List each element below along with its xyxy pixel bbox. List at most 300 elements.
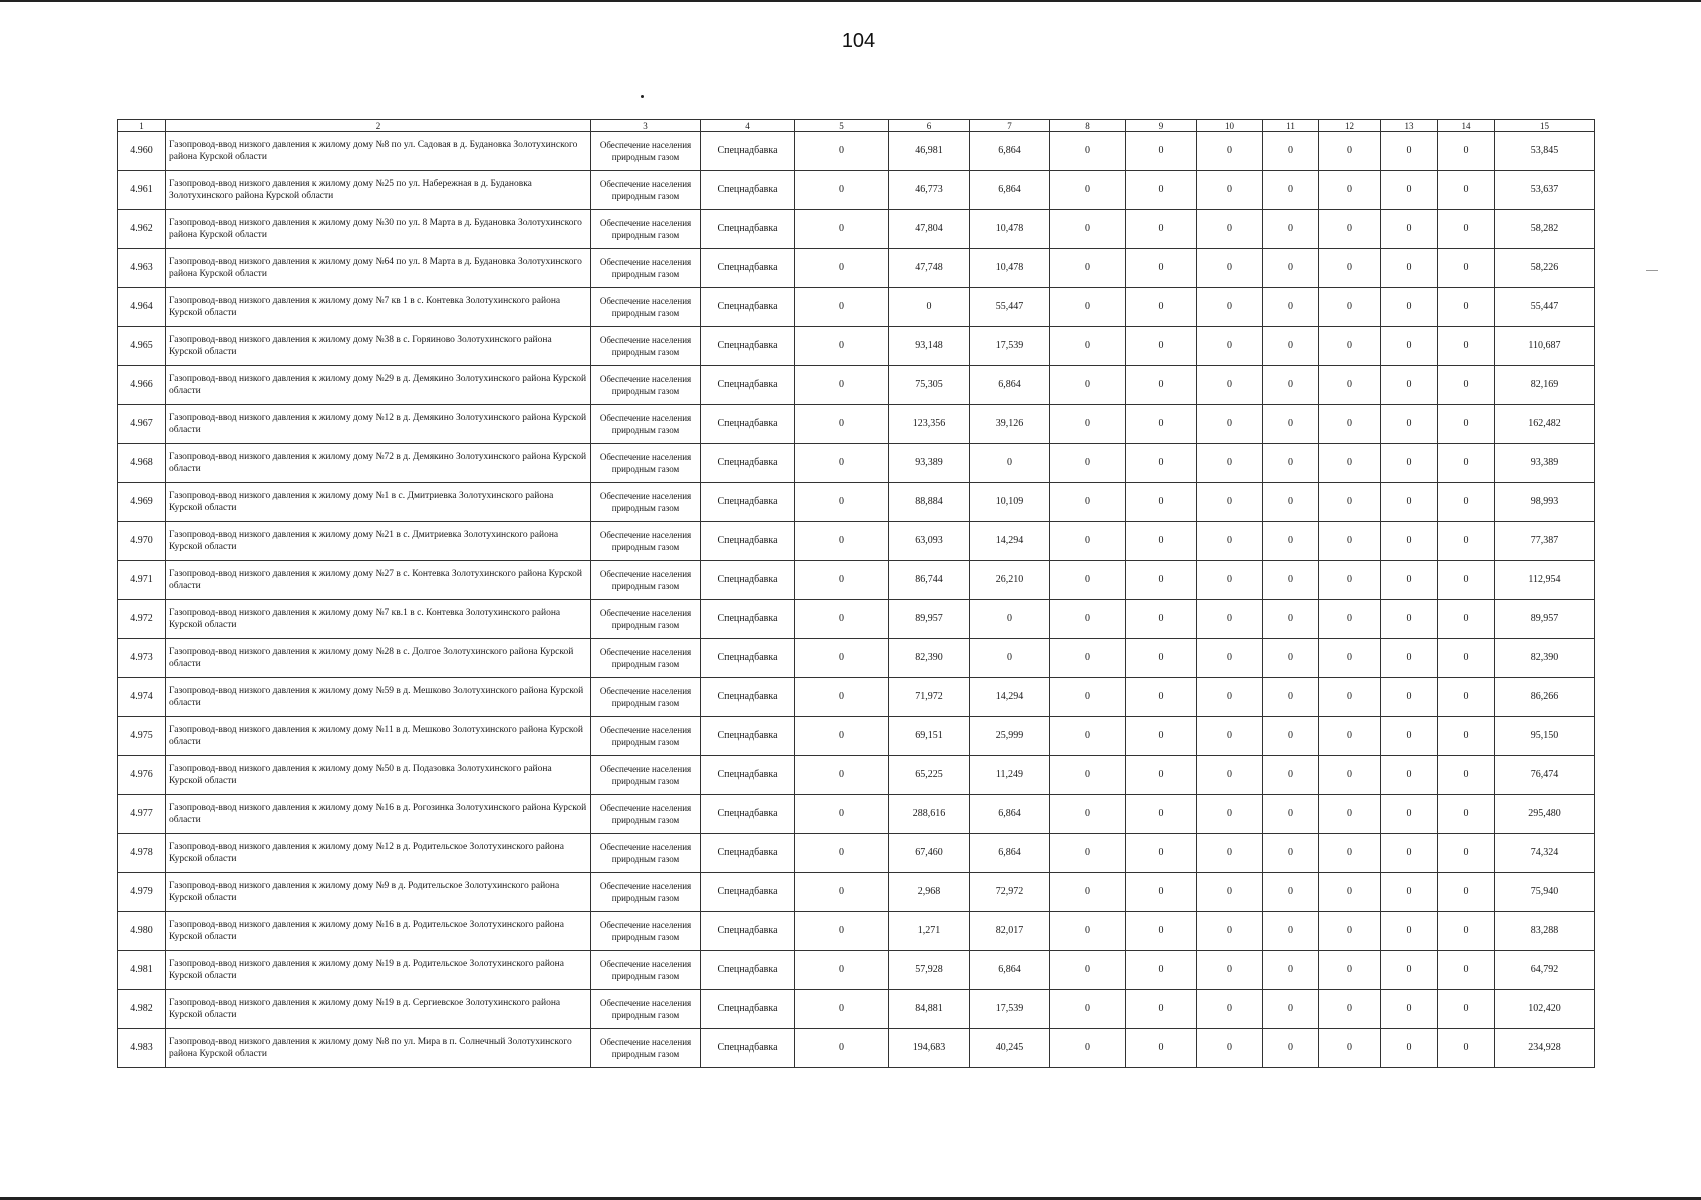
funding-source-cell: Спецнадбавка (701, 561, 795, 600)
col-8-cell: 0 (1050, 210, 1126, 249)
col-7-cell: 14,294 (970, 522, 1050, 561)
col-6-cell: 63,093 (889, 522, 970, 561)
col-6-cell: 46,981 (889, 132, 970, 171)
object-name-cell: Газопровод-ввод низкого давления к жилому дому №30 по ул. 8 Марта в д. Будановка Золотухинского района Курской области (166, 210, 591, 249)
col-9-cell: 0 (1126, 132, 1197, 171)
funding-source-cell: Спецнадбавка (701, 951, 795, 990)
col-5-cell: 0 (795, 951, 889, 990)
col-12-cell: 0 (1319, 171, 1381, 210)
col-14-cell: 0 (1438, 834, 1495, 873)
purpose-cell: Обеспечение населения природным газом (591, 795, 701, 834)
row-number-cell: 4.981 (118, 951, 166, 990)
col-5-cell: 0 (795, 678, 889, 717)
col-12-cell: 0 (1319, 873, 1381, 912)
col-7-cell: 72,972 (970, 873, 1050, 912)
col-9-cell: 0 (1126, 171, 1197, 210)
col-13-cell: 0 (1381, 639, 1438, 678)
col-8-cell: 0 (1050, 171, 1126, 210)
col-11-cell: 0 (1263, 327, 1319, 366)
col-10-cell: 0 (1197, 327, 1263, 366)
object-name-cell: Газопровод-ввод низкого давления к жилому дому №19 в д. Сергиевское Золотухинского района Курской области (166, 990, 591, 1029)
table-row (118, 600, 1595, 639)
purpose-cell: Обеспечение населения природным газом (591, 639, 701, 678)
col-5-cell: 0 (795, 132, 889, 171)
col-10-cell: 0 (1197, 405, 1263, 444)
col-7-cell: 6,864 (970, 834, 1050, 873)
funding-source-cell: Спецнадбавка (701, 795, 795, 834)
total-cell: 75,940 (1495, 873, 1595, 912)
table-row (118, 249, 1595, 288)
col-5-cell: 0 (795, 600, 889, 639)
col-13-cell: 0 (1381, 366, 1438, 405)
col-12-cell: 0 (1319, 600, 1381, 639)
col-7-cell: 39,126 (970, 405, 1050, 444)
col-10-cell: 0 (1197, 756, 1263, 795)
funding-source-cell: Спецнадбавка (701, 522, 795, 561)
col-11-cell: 0 (1263, 912, 1319, 951)
col-14-cell: 0 (1438, 795, 1495, 834)
col-6-cell: 288,616 (889, 795, 970, 834)
column-number-9: 9 (1126, 120, 1197, 132)
col-12-cell: 0 (1319, 288, 1381, 327)
total-cell: 53,845 (1495, 132, 1595, 171)
funding-source-cell: Спецнадбавка (701, 678, 795, 717)
col-9-cell: 0 (1126, 444, 1197, 483)
col-13-cell: 0 (1381, 990, 1438, 1029)
funding-source-cell: Спецнадбавка (701, 1029, 795, 1068)
col-10-cell: 0 (1197, 600, 1263, 639)
row-number-cell: 4.975 (118, 717, 166, 756)
col-10-cell: 0 (1197, 990, 1263, 1029)
col-6-cell: 2,968 (889, 873, 970, 912)
col-6-cell: 71,972 (889, 678, 970, 717)
col-12-cell: 0 (1319, 327, 1381, 366)
table-row (118, 366, 1595, 405)
col-8-cell: 0 (1050, 288, 1126, 327)
column-number-1: 1 (118, 120, 166, 132)
purpose-cell: Обеспечение населения природным газом (591, 171, 701, 210)
purpose-cell: Обеспечение населения природным газом (591, 756, 701, 795)
object-name-cell: Газопровод-ввод низкого давления к жилому дому №29 в д. Демякино Золотухинского района Курской области (166, 366, 591, 405)
col-6-cell: 82,390 (889, 639, 970, 678)
col-6-cell: 67,460 (889, 834, 970, 873)
col-10-cell: 0 (1197, 912, 1263, 951)
object-name-cell: Газопровод-ввод низкого давления к жилому дому №7 кв 1 в с. Контевка Золотухинского района Курской области (166, 288, 591, 327)
col-6-cell: 0 (889, 288, 970, 327)
funding-source-cell: Спецнадбавка (701, 210, 795, 249)
col-14-cell: 0 (1438, 678, 1495, 717)
purpose-cell: Обеспечение населения природным газом (591, 444, 701, 483)
col-12-cell: 0 (1319, 678, 1381, 717)
table-row (118, 678, 1595, 717)
col-6-cell: 46,773 (889, 171, 970, 210)
col-5-cell: 0 (795, 834, 889, 873)
col-9-cell: 0 (1126, 366, 1197, 405)
col-10-cell: 0 (1197, 795, 1263, 834)
col-7-cell: 11,249 (970, 756, 1050, 795)
scan-dot (641, 95, 644, 98)
column-number-15: 15 (1495, 120, 1595, 132)
scan-mark (1646, 270, 1658, 271)
funding-source-cell: Спецнадбавка (701, 444, 795, 483)
col-7-cell: 14,294 (970, 678, 1050, 717)
col-11-cell: 0 (1263, 951, 1319, 990)
col-8-cell: 0 (1050, 873, 1126, 912)
total-cell: 83,288 (1495, 912, 1595, 951)
col-8-cell: 0 (1050, 951, 1126, 990)
total-cell: 112,954 (1495, 561, 1595, 600)
col-7-cell: 40,245 (970, 1029, 1050, 1068)
funding-source-cell: Спецнадбавка (701, 756, 795, 795)
table-row (118, 561, 1595, 600)
col-13-cell: 0 (1381, 171, 1438, 210)
object-name-cell: Газопровод-ввод низкого давления к жилому дому №25 по ул. Набережная в д. Будановка Золотухинского района Курской области (166, 171, 591, 210)
table-row (118, 1029, 1595, 1068)
object-name-cell: Газопровод-ввод низкого давления к жилому дому №8 по ул. Садовая в д. Будановка Золотухинского района Курской области (166, 132, 591, 171)
col-13-cell: 0 (1381, 678, 1438, 717)
column-number-8: 8 (1050, 120, 1126, 132)
object-name-cell: Газопровод-ввод низкого давления к жилому дому №9 в д. Родительское Золотухинского района Курской области (166, 873, 591, 912)
col-7-cell: 0 (970, 600, 1050, 639)
col-6-cell: 88,884 (889, 483, 970, 522)
col-12-cell: 0 (1319, 990, 1381, 1029)
total-cell: 110,687 (1495, 327, 1595, 366)
col-11-cell: 0 (1263, 366, 1319, 405)
purpose-cell: Обеспечение населения природным газом (591, 951, 701, 990)
column-number-2: 2 (166, 120, 591, 132)
col-14-cell: 0 (1438, 210, 1495, 249)
col-8-cell: 0 (1050, 561, 1126, 600)
table-row (118, 210, 1595, 249)
object-name-cell: Газопровод-ввод низкого давления к жилому дому №12 в д. Демякино Золотухинского района Курской области (166, 405, 591, 444)
col-5-cell: 0 (795, 561, 889, 600)
table-row (118, 171, 1595, 210)
col-5-cell: 0 (795, 756, 889, 795)
table-row (118, 990, 1595, 1029)
col-11-cell: 0 (1263, 171, 1319, 210)
column-number-row (118, 120, 1595, 132)
page-number: 104 (841, 30, 876, 52)
total-cell: 234,928 (1495, 1029, 1595, 1068)
col-10-cell: 0 (1197, 678, 1263, 717)
col-8-cell: 0 (1050, 834, 1126, 873)
row-number-cell: 4.971 (118, 561, 166, 600)
col-12-cell: 0 (1319, 1029, 1381, 1068)
col-13-cell: 0 (1381, 444, 1438, 483)
col-11-cell: 0 (1263, 990, 1319, 1029)
col-5-cell: 0 (795, 249, 889, 288)
col-10-cell: 0 (1197, 483, 1263, 522)
funding-source-cell: Спецнадбавка (701, 366, 795, 405)
funding-source-cell: Спецнадбавка (701, 873, 795, 912)
object-name-cell: Газопровод-ввод низкого давления к жилому дому №1 в с. Дмитриевка Золотухинского района Курской области (166, 483, 591, 522)
data-table (117, 119, 1595, 1068)
col-14-cell: 0 (1438, 405, 1495, 444)
col-12-cell: 0 (1319, 483, 1381, 522)
row-number-cell: 4.960 (118, 132, 166, 171)
object-name-cell: Газопровод-ввод низкого давления к жилому дому №28 в с. Долгое Золотухинского района Курской области (166, 639, 591, 678)
col-6-cell: 93,389 (889, 444, 970, 483)
col-5-cell: 0 (795, 483, 889, 522)
col-14-cell: 0 (1438, 1029, 1495, 1068)
col-14-cell: 0 (1438, 639, 1495, 678)
page-top-edge (0, 0, 1701, 2)
col-5-cell: 0 (795, 327, 889, 366)
col-5-cell: 0 (795, 717, 889, 756)
col-7-cell: 17,539 (970, 327, 1050, 366)
col-14-cell: 0 (1438, 483, 1495, 522)
purpose-cell: Обеспечение населения природным газом (591, 522, 701, 561)
col-7-cell: 26,210 (970, 561, 1050, 600)
col-11-cell: 0 (1263, 561, 1319, 600)
column-number-4: 4 (701, 120, 795, 132)
total-cell: 95,150 (1495, 717, 1595, 756)
col-13-cell: 0 (1381, 522, 1438, 561)
col-7-cell: 0 (970, 444, 1050, 483)
table-row (118, 639, 1595, 678)
col-13-cell: 0 (1381, 756, 1438, 795)
col-11-cell: 0 (1263, 600, 1319, 639)
table-row (118, 483, 1595, 522)
col-9-cell: 0 (1126, 210, 1197, 249)
col-7-cell: 10,109 (970, 483, 1050, 522)
col-11-cell: 0 (1263, 210, 1319, 249)
column-number-6: 6 (889, 120, 970, 132)
col-10-cell: 0 (1197, 834, 1263, 873)
col-11-cell: 0 (1263, 756, 1319, 795)
col-8-cell: 0 (1050, 522, 1126, 561)
purpose-cell: Обеспечение населения природным газом (591, 912, 701, 951)
col-5-cell: 0 (795, 171, 889, 210)
col-9-cell: 0 (1126, 561, 1197, 600)
purpose-cell: Обеспечение населения природным газом (591, 1029, 701, 1068)
table-row (118, 132, 1595, 171)
col-5-cell: 0 (795, 990, 889, 1029)
col-10-cell: 0 (1197, 132, 1263, 171)
col-9-cell: 0 (1126, 990, 1197, 1029)
total-cell: 89,957 (1495, 600, 1595, 639)
col-11-cell: 0 (1263, 678, 1319, 717)
column-number-7: 7 (970, 120, 1050, 132)
col-6-cell: 47,804 (889, 210, 970, 249)
col-10-cell: 0 (1197, 249, 1263, 288)
col-14-cell: 0 (1438, 171, 1495, 210)
col-9-cell: 0 (1126, 873, 1197, 912)
object-name-cell: Газопровод-ввод низкого давления к жилому дому №16 в д. Рогозинка Золотухинского района Курской области (166, 795, 591, 834)
col-14-cell: 0 (1438, 327, 1495, 366)
col-7-cell: 6,864 (970, 951, 1050, 990)
col-5-cell: 0 (795, 288, 889, 327)
col-13-cell: 0 (1381, 210, 1438, 249)
col-5-cell: 0 (795, 1029, 889, 1068)
column-number-3: 3 (591, 120, 701, 132)
table-body (118, 120, 1595, 1068)
row-number-cell: 4.967 (118, 405, 166, 444)
col-10-cell: 0 (1197, 444, 1263, 483)
col-13-cell: 0 (1381, 249, 1438, 288)
total-cell: 53,637 (1495, 171, 1595, 210)
col-9-cell: 0 (1126, 1029, 1197, 1068)
col-6-cell: 93,148 (889, 327, 970, 366)
row-number-cell: 4.976 (118, 756, 166, 795)
col-12-cell: 0 (1319, 366, 1381, 405)
col-13-cell: 0 (1381, 405, 1438, 444)
col-5-cell: 0 (795, 522, 889, 561)
col-6-cell: 75,305 (889, 366, 970, 405)
col-8-cell: 0 (1050, 678, 1126, 717)
row-number-cell: 4.970 (118, 522, 166, 561)
col-11-cell: 0 (1263, 249, 1319, 288)
col-13-cell: 0 (1381, 132, 1438, 171)
purpose-cell: Обеспечение населения природным газом (591, 834, 701, 873)
col-13-cell: 0 (1381, 951, 1438, 990)
col-6-cell: 57,928 (889, 951, 970, 990)
col-9-cell: 0 (1126, 483, 1197, 522)
col-8-cell: 0 (1050, 717, 1126, 756)
row-number-cell: 4.961 (118, 171, 166, 210)
total-cell: 77,387 (1495, 522, 1595, 561)
col-6-cell: 194,683 (889, 1029, 970, 1068)
column-number-14: 14 (1438, 120, 1495, 132)
col-8-cell: 0 (1050, 1029, 1126, 1068)
total-cell: 86,266 (1495, 678, 1595, 717)
col-12-cell: 0 (1319, 756, 1381, 795)
row-number-cell: 4.972 (118, 600, 166, 639)
col-9-cell: 0 (1126, 795, 1197, 834)
row-number-cell: 4.968 (118, 444, 166, 483)
col-7-cell: 10,478 (970, 210, 1050, 249)
col-13-cell: 0 (1381, 834, 1438, 873)
col-8-cell: 0 (1050, 990, 1126, 1029)
purpose-cell: Обеспечение населения природным газом (591, 327, 701, 366)
total-cell: 76,474 (1495, 756, 1595, 795)
col-5-cell: 0 (795, 444, 889, 483)
row-number-cell: 4.969 (118, 483, 166, 522)
table-row (118, 717, 1595, 756)
funding-source-cell: Спецнадбавка (701, 834, 795, 873)
purpose-cell: Обеспечение населения природным газом (591, 210, 701, 249)
col-11-cell: 0 (1263, 444, 1319, 483)
table-row (118, 756, 1595, 795)
table-row (118, 327, 1595, 366)
col-7-cell: 6,864 (970, 171, 1050, 210)
col-11-cell: 0 (1263, 717, 1319, 756)
col-5-cell: 0 (795, 912, 889, 951)
col-9-cell: 0 (1126, 327, 1197, 366)
total-cell: 58,282 (1495, 210, 1595, 249)
total-cell: 98,993 (1495, 483, 1595, 522)
row-number-cell: 4.973 (118, 639, 166, 678)
col-9-cell: 0 (1126, 405, 1197, 444)
col-5-cell: 0 (795, 639, 889, 678)
col-14-cell: 0 (1438, 756, 1495, 795)
col-11-cell: 0 (1263, 288, 1319, 327)
col-6-cell: 89,957 (889, 600, 970, 639)
col-8-cell: 0 (1050, 444, 1126, 483)
total-cell: 93,389 (1495, 444, 1595, 483)
col-6-cell: 86,744 (889, 561, 970, 600)
col-9-cell: 0 (1126, 951, 1197, 990)
col-12-cell: 0 (1319, 132, 1381, 171)
funding-source-cell: Спецнадбавка (701, 132, 795, 171)
object-name-cell: Газопровод-ввод низкого давления к жилому дому №16 в д. Родительское Золотухинского района Курской области (166, 912, 591, 951)
table-row (118, 288, 1595, 327)
col-13-cell: 0 (1381, 288, 1438, 327)
column-number-12: 12 (1319, 120, 1381, 132)
total-cell: 82,169 (1495, 366, 1595, 405)
column-number-10: 10 (1197, 120, 1263, 132)
col-8-cell: 0 (1050, 249, 1126, 288)
col-14-cell: 0 (1438, 522, 1495, 561)
col-9-cell: 0 (1126, 249, 1197, 288)
total-cell: 55,447 (1495, 288, 1595, 327)
col-11-cell: 0 (1263, 1029, 1319, 1068)
col-11-cell: 0 (1263, 795, 1319, 834)
col-14-cell: 0 (1438, 249, 1495, 288)
purpose-cell: Обеспечение населения природным газом (591, 366, 701, 405)
purpose-cell: Обеспечение населения природным газом (591, 288, 701, 327)
col-9-cell: 0 (1126, 522, 1197, 561)
col-7-cell: 55,447 (970, 288, 1050, 327)
total-cell: 58,226 (1495, 249, 1595, 288)
col-9-cell: 0 (1126, 600, 1197, 639)
col-13-cell: 0 (1381, 873, 1438, 912)
col-13-cell: 0 (1381, 327, 1438, 366)
col-10-cell: 0 (1197, 210, 1263, 249)
row-number-cell: 4.977 (118, 795, 166, 834)
object-name-cell: Газопровод-ввод низкого давления к жилому дому №11 в д. Мешково Золотухинского района Курской области (166, 717, 591, 756)
col-9-cell: 0 (1126, 717, 1197, 756)
total-cell: 74,324 (1495, 834, 1595, 873)
col-5-cell: 0 (795, 873, 889, 912)
total-cell: 102,420 (1495, 990, 1595, 1029)
col-9-cell: 0 (1126, 678, 1197, 717)
col-10-cell: 0 (1197, 717, 1263, 756)
col-6-cell: 123,356 (889, 405, 970, 444)
total-cell: 162,482 (1495, 405, 1595, 444)
object-name-cell: Газопровод-ввод низкого давления к жилому дому №21 в с. Дмитриевка Золотухинского района Курской области (166, 522, 591, 561)
object-name-cell: Газопровод-ввод низкого давления к жилому дому №50 в д. Подазовка Золотухинского района Курской области (166, 756, 591, 795)
funding-source-cell: Спецнадбавка (701, 912, 795, 951)
col-6-cell: 69,151 (889, 717, 970, 756)
col-7-cell: 17,539 (970, 990, 1050, 1029)
col-7-cell: 25,999 (970, 717, 1050, 756)
col-7-cell: 6,864 (970, 132, 1050, 171)
row-number-cell: 4.962 (118, 210, 166, 249)
row-number-cell: 4.983 (118, 1029, 166, 1068)
purpose-cell: Обеспечение населения природным газом (591, 678, 701, 717)
col-14-cell: 0 (1438, 951, 1495, 990)
row-number-cell: 4.964 (118, 288, 166, 327)
col-9-cell: 0 (1126, 912, 1197, 951)
purpose-cell: Обеспечение населения природным газом (591, 873, 701, 912)
purpose-cell: Обеспечение населения природным газом (591, 132, 701, 171)
col-11-cell: 0 (1263, 405, 1319, 444)
table-row (118, 444, 1595, 483)
col-7-cell: 6,864 (970, 366, 1050, 405)
funding-source-cell: Спецнадбавка (701, 990, 795, 1029)
col-9-cell: 0 (1126, 834, 1197, 873)
funding-source-cell: Спецнадбавка (701, 717, 795, 756)
column-number-11: 11 (1263, 120, 1319, 132)
purpose-cell: Обеспечение населения природным газом (591, 717, 701, 756)
col-13-cell: 0 (1381, 600, 1438, 639)
table-row (118, 951, 1595, 990)
purpose-cell: Обеспечение населения природным газом (591, 483, 701, 522)
col-10-cell: 0 (1197, 288, 1263, 327)
total-cell: 82,390 (1495, 639, 1595, 678)
object-name-cell: Газопровод-ввод низкого давления к жилому дому №19 в д. Родительское Золотухинского района Курской области (166, 951, 591, 990)
